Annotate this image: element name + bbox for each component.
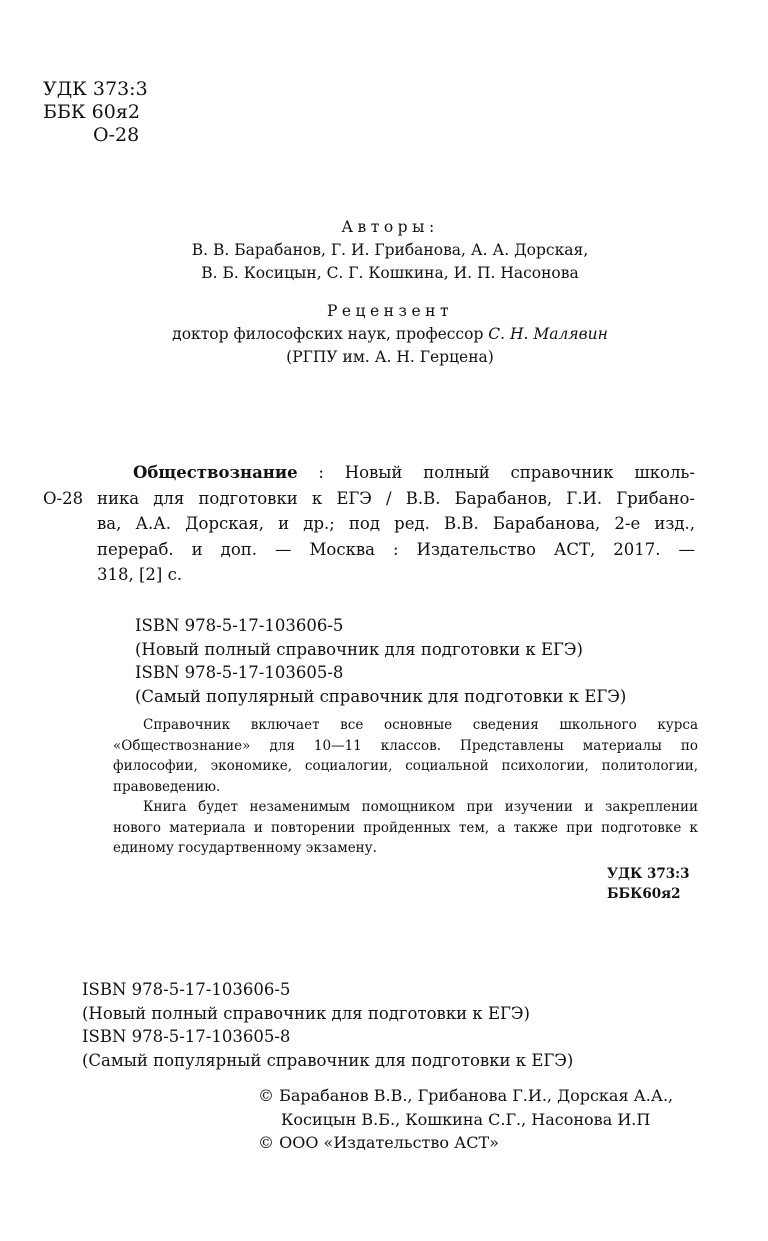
copyright-line-2: Косицын В.Б., Кошкина С.Г., Насонова И.П: [281, 1109, 651, 1129]
bib-line-1: [97, 460, 695, 486]
bib-line-5: 318, [2] с.: [97, 565, 183, 584]
series-bottom-1: (Новый полный справочник для подготовки к ЕГЭ): [82, 1003, 530, 1023]
isbn-bottom-2: ISBN 978-5-17-103605-8: [82, 1027, 291, 1046]
series-1: (Новый полный справочник для подготовки к ЕГЭ): [135, 639, 583, 659]
reviewer-line: [110, 323, 670, 346]
isbn-2: ISBN 978-5-17-103605-8: [135, 663, 344, 682]
authors-line-1: В. В. Барабанов, Г. И. Грибанова, А. А. Дорская,: [191, 241, 589, 259]
series-2: (Самый популярный справочник для подготовки к ЕГЭ): [135, 686, 627, 706]
udk-code: УДК 373:3: [43, 78, 148, 100]
authors-line-2: В. Б. Косицын, С. Г. Кошкина, И. П. Насонова: [201, 264, 579, 282]
credits-block: [110, 216, 670, 369]
bib-line-4: перераб. и доп. — Москва : Издательство АСТ, 2017. —: [97, 539, 695, 559]
isbn-bottom-block: [82, 978, 573, 1072]
bib-author-mark: О-28: [43, 489, 84, 508]
reviewer-heading: Рецензент: [326, 302, 454, 320]
classification-footer: [607, 864, 690, 904]
bib-line-2: ника для подготовки к ЕГЭ / В.В. Барабанов, Г.И. Грибано-: [97, 488, 695, 508]
spacer: [110, 285, 670, 300]
isbn-record-block: [135, 614, 626, 708]
isbn-bottom-1: ISBN 978-5-17-103606-5: [82, 980, 291, 999]
series-bottom-2: (Самый популярный справочник для подготовки к ЕГЭ): [82, 1050, 574, 1070]
bib-line-3: ва, А.А. Дорская, и др.; под ред. В.В. Барабанова, 2-е изд.,: [97, 514, 695, 533]
author-mark: О-28: [93, 124, 140, 146]
authors-heading: Авторы:: [341, 218, 439, 236]
classification-block: [43, 78, 148, 147]
reviewer-title: доктор философских наук, профессор: [172, 325, 489, 343]
bib-line-1-rest: : Новый полный справочник школь-: [297, 463, 695, 482]
udk-code-footer: УДК 373:3: [607, 866, 690, 882]
reviewer-affiliation: (РГПУ им. А. Н. Герцена): [286, 348, 494, 366]
copyright-block: [258, 1084, 673, 1155]
isbn-1: ISBN 978-5-17-103606-5: [135, 616, 344, 635]
annotation-paragraph-1: Справочник включает все основные сведения школьного курса «Обществознание» для 10—11 классов. Представлены материалы по философии, экономике, социалогии, социальной психологии, политологии, правоведению.: [113, 717, 698, 795]
copyright-line-1: © Барабанов В.В., Грибанова Г.И., Дорская А.А.,: [258, 1086, 674, 1105]
reviewer-name: С. Н. Малявин: [488, 325, 608, 343]
bib-title: Обществознание: [133, 463, 298, 482]
annotation-block: [113, 715, 698, 859]
annotation-paragraph-2: Книга будет незаменимым помощником при изучении и закреплении нового материала и повторении пройденных тем, а также при подготовке к единому государтвенному экзамену.: [113, 799, 698, 856]
copyright-line-3: © ООО «Издательство АСТ»: [258, 1133, 499, 1152]
bbk-code: ББК 60я2: [43, 101, 140, 123]
bibliographic-record: [97, 460, 695, 588]
bbk-code-footer: ББК60я2: [607, 886, 681, 902]
